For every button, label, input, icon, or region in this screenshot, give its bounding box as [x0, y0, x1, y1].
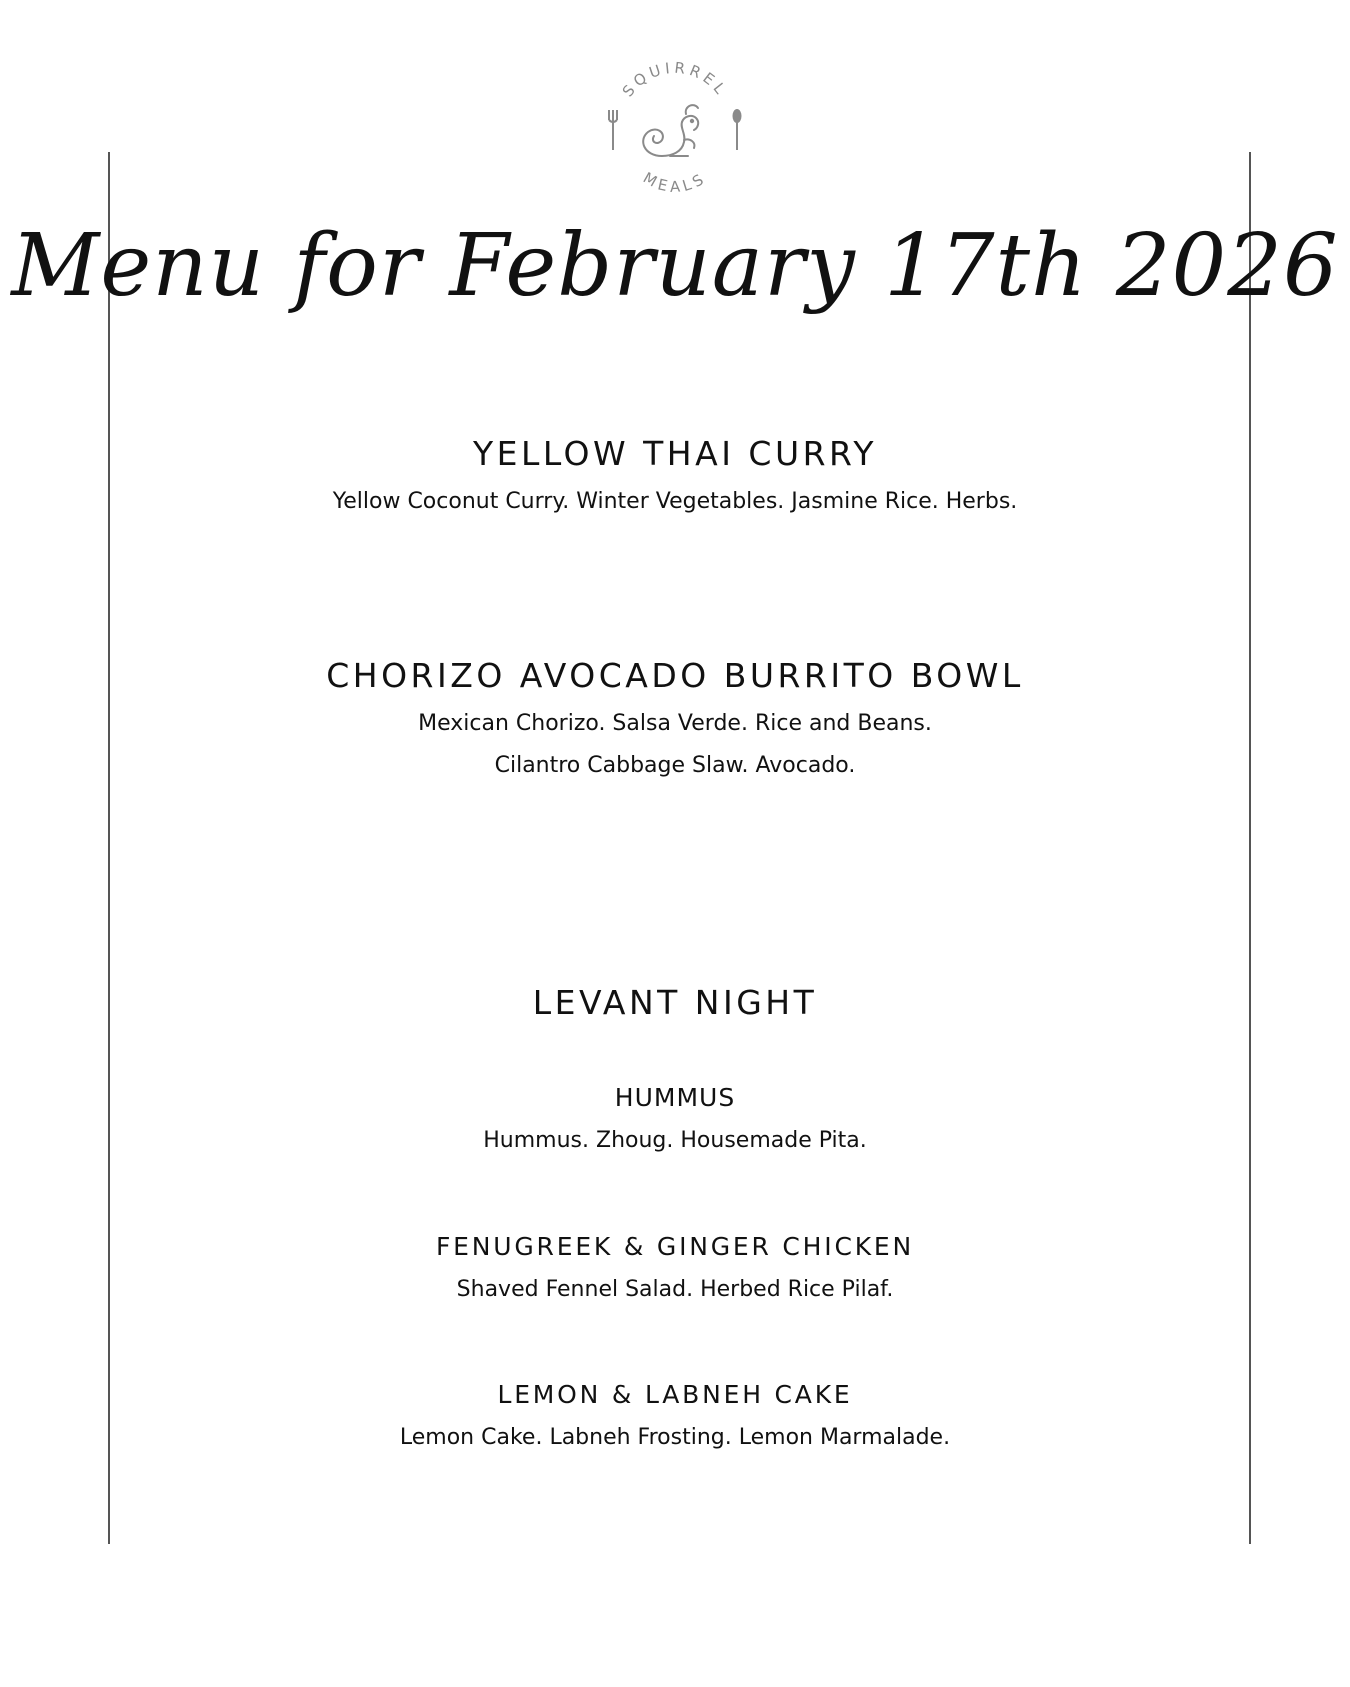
- logo-text-bottom: MEALS: [639, 168, 710, 197]
- spoon-icon: [734, 110, 741, 150]
- dish-name: YELLOW THAI CURRY: [472, 434, 878, 473]
- dish-description: Yellow Coconut Curry. Winter Vegetables. Jasmine Rice. Herbs.: [332, 489, 1018, 514]
- frame-line-right: [1249, 152, 1251, 1544]
- dish-name: CHORIZO AVOCADO BURRITO BOWL: [326, 656, 1024, 695]
- squirrel-meals-logo: [600, 44, 750, 202]
- course-hummus: [0, 1081, 1350, 1162]
- dish-description-line-2: Cilantro Cabbage Slaw. Avocado.: [494, 753, 856, 778]
- course-name: HUMMUS: [614, 1083, 736, 1112]
- special-name: LEVANT NIGHT: [532, 983, 818, 1022]
- dish-chorizo-burrito-bowl: [0, 656, 1350, 787]
- special-levant-night: [0, 983, 1350, 1023]
- course-name: FENUGREEK & GINGER CHICKEN: [436, 1232, 914, 1261]
- fork-icon: [609, 110, 617, 150]
- dish-yellow-thai-curry: [0, 434, 1350, 523]
- frame-line-left: [108, 152, 110, 1544]
- course-description: Hummus. Zhoug. Housemade Pita.: [483, 1128, 867, 1153]
- course-description: Lemon Cake. Labneh Frosting. Lemon Marmalade.: [399, 1425, 951, 1450]
- logo-text-top: SQUIRREL: [618, 58, 732, 101]
- squirrel-icon: [643, 105, 698, 156]
- course-fenugreek-ginger-chicken: [0, 1230, 1350, 1311]
- page-title: Menu for February 17th 2026: [11, 216, 1339, 316]
- course-lemon-labneh-cake: [0, 1378, 1350, 1459]
- dish-description-line-1: Mexican Chorizo. Salsa Verde. Rice and Beans.: [418, 711, 932, 736]
- course-name: LEMON & LABNEH CAKE: [497, 1380, 853, 1409]
- course-description: Shaved Fennel Salad. Herbed Rice Pilaf.: [456, 1277, 894, 1302]
